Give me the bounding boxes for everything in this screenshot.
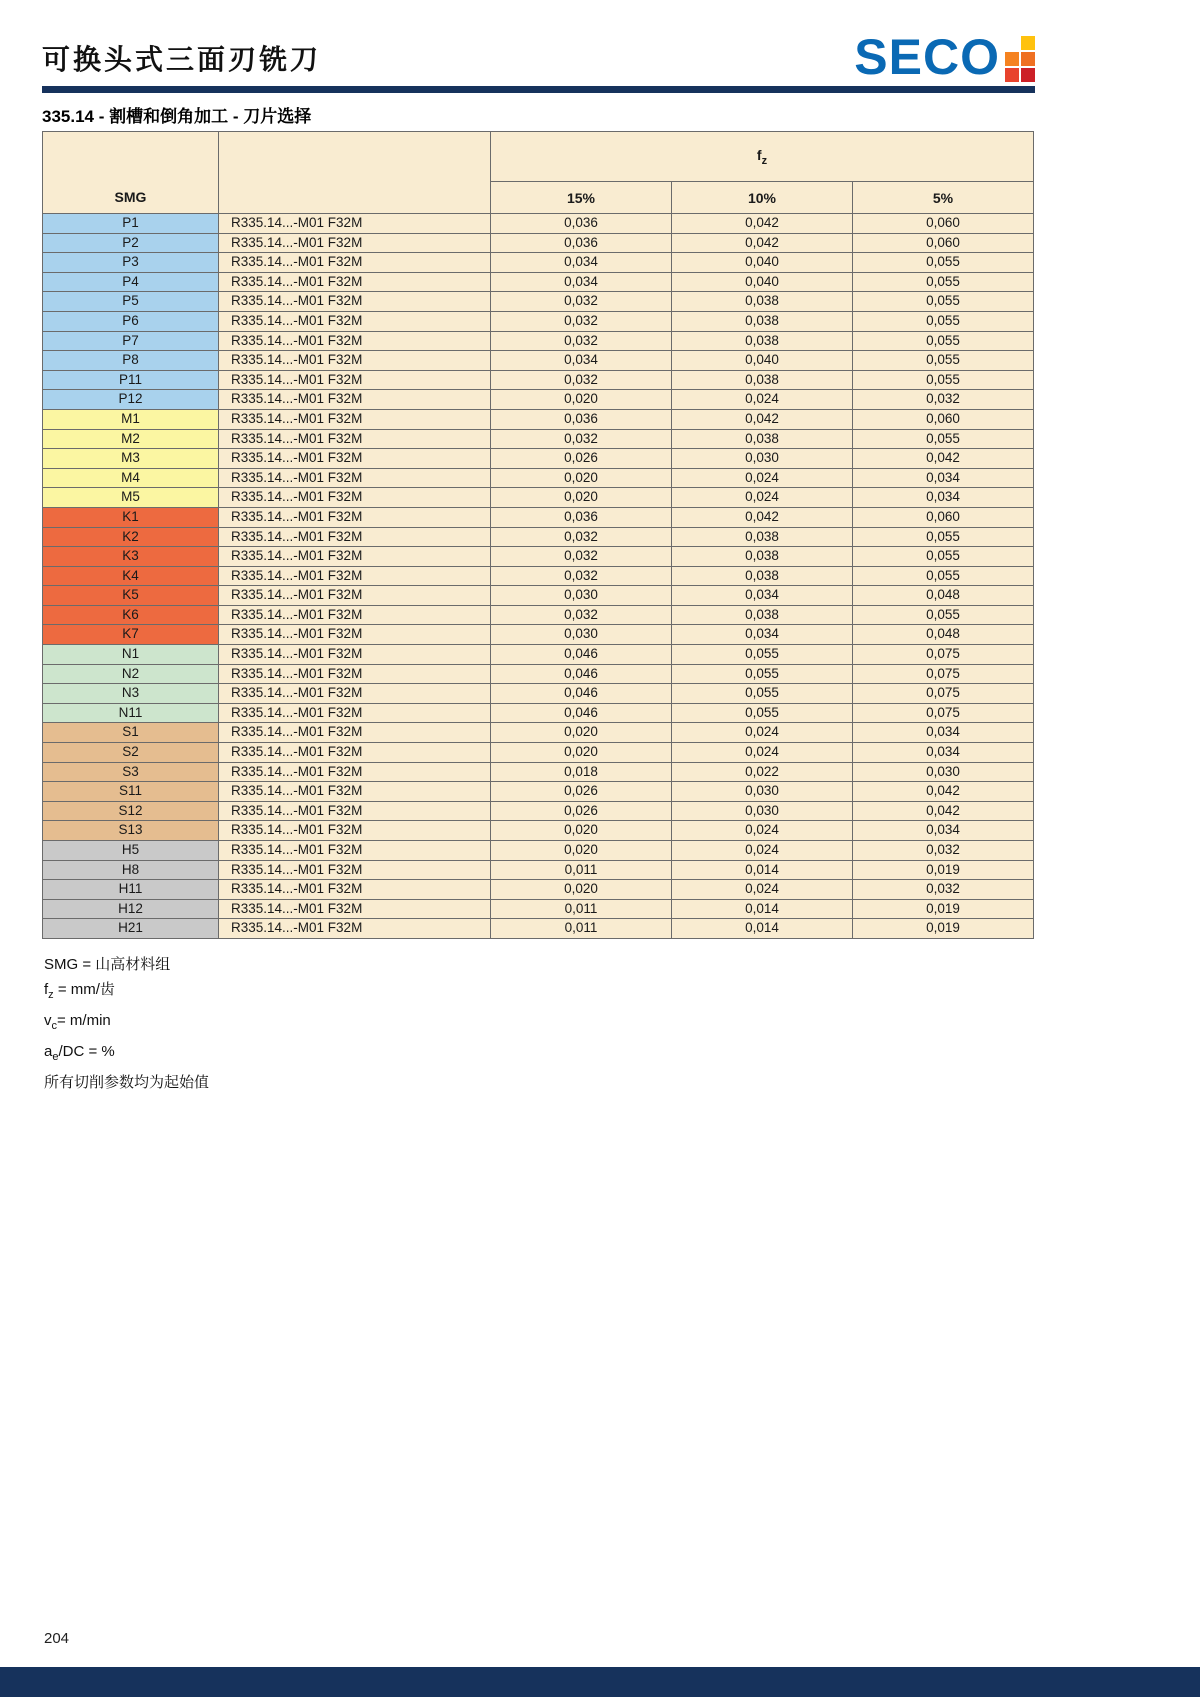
seco-mark-square	[1005, 52, 1019, 66]
pct-header-15: 15%	[491, 182, 672, 214]
table-row	[43, 409, 1034, 429]
fz-value-cell: 0,055	[853, 429, 1034, 449]
insert-selection-table	[42, 131, 1034, 939]
fz-value-cell: 0,024	[672, 390, 853, 410]
smg-cell: M2	[43, 429, 219, 449]
fz-value-cell: 0,034	[853, 468, 1034, 488]
fz-value-cell: 0,038	[672, 527, 853, 547]
seco-mark-square	[1021, 52, 1035, 66]
fz-value-cell: 0,014	[672, 899, 853, 919]
smg-cell: P8	[43, 351, 219, 371]
designation-cell: R335.14...-M01 F32M	[219, 703, 491, 723]
section-title: 335.14 - 割槽和倒角加工 - 刀片选择	[42, 107, 312, 126]
table-row	[43, 488, 1034, 508]
footnote-line: 所有切削参数均为起始值	[44, 1074, 210, 1091]
fz-value-cell: 0,034	[672, 586, 853, 606]
smg-cell: H11	[43, 880, 219, 900]
designation-cell: R335.14...-M01 F32M	[219, 311, 491, 331]
fz-value-cell: 0,046	[491, 645, 672, 665]
smg-cell: P6	[43, 311, 219, 331]
table-row	[43, 664, 1034, 684]
smg-cell: P1	[43, 214, 219, 234]
fz-value-cell: 0,024	[672, 841, 853, 861]
fz-value-cell: 0,060	[853, 214, 1034, 234]
fz-value-cell: 0,024	[672, 488, 853, 508]
fz-value-cell: 0,038	[672, 370, 853, 390]
fz-value-cell: 0,042	[853, 449, 1034, 469]
fz-value-cell: 0,020	[491, 841, 672, 861]
designation-cell: R335.14...-M01 F32M	[219, 253, 491, 273]
designation-cell: R335.14...-M01 F32M	[219, 429, 491, 449]
fz-value-cell: 0,042	[853, 801, 1034, 821]
fz-value-cell: 0,032	[491, 429, 672, 449]
table-row	[43, 253, 1034, 273]
smg-cell: S1	[43, 723, 219, 743]
fz-value-cell: 0,032	[491, 370, 672, 390]
fz-value-cell: 0,024	[672, 880, 853, 900]
fz-header	[491, 132, 1034, 182]
fz-value-cell: 0,060	[853, 233, 1034, 253]
designation-cell: R335.14...-M01 F32M	[219, 566, 491, 586]
smg-cell: H5	[43, 841, 219, 861]
smg-cell: P11	[43, 370, 219, 390]
table-row	[43, 214, 1034, 234]
fz-value-cell: 0,046	[491, 703, 672, 723]
designation-cell: R335.14...-M01 F32M	[219, 272, 491, 292]
fz-value-cell: 0,030	[853, 762, 1034, 782]
fz-value-cell: 0,042	[672, 409, 853, 429]
smg-cell: N1	[43, 645, 219, 665]
fz-value-cell: 0,034	[853, 821, 1034, 841]
designation-cell: R335.14...-M01 F32M	[219, 390, 491, 410]
smg-cell: S13	[43, 821, 219, 841]
fz-value-cell: 0,055	[853, 566, 1034, 586]
fz-value-cell: 0,034	[853, 743, 1034, 763]
fz-value-cell: 0,038	[672, 429, 853, 449]
footnote-line: $a_e/DC$ = %	[44, 1043, 115, 1063]
fz-value-cell: 0,014	[672, 919, 853, 939]
designation-cell: R335.14...-M01 F32M	[219, 370, 491, 390]
smg-cell: P3	[43, 253, 219, 273]
smg-cell: P7	[43, 331, 219, 351]
fz-value-cell: 0,046	[491, 684, 672, 704]
fz-value-cell: 0,048	[853, 625, 1034, 645]
designation-cell: R335.14...-M01 F32M	[219, 860, 491, 880]
smg-cell: S2	[43, 743, 219, 763]
designation-cell: R335.14...-M01 F32M	[219, 723, 491, 743]
designation-cell: R335.14...-M01 F32M	[219, 507, 491, 527]
fz-value-cell: 0,036	[491, 507, 672, 527]
fz-value-cell: 0,026	[491, 449, 672, 469]
fz-value-cell: 0,032	[491, 566, 672, 586]
table-row	[43, 547, 1034, 567]
table-row	[43, 507, 1034, 527]
table-row	[43, 703, 1034, 723]
smg-cell: P5	[43, 292, 219, 312]
designation-cell: R335.14...-M01 F32M	[219, 214, 491, 234]
fz-value-cell: 0,038	[672, 331, 853, 351]
seco-wordmark: SECO	[854, 29, 1000, 85]
table-row	[43, 625, 1034, 645]
table-row	[43, 370, 1034, 390]
designation-cell: R335.14...-M01 F32M	[219, 605, 491, 625]
fz-value-cell: 0,032	[491, 311, 672, 331]
fz-value-cell: 0,048	[853, 586, 1034, 606]
fz-value-cell: 0,075	[853, 684, 1034, 704]
fz-value-cell: 0,034	[491, 253, 672, 273]
table-row	[43, 841, 1034, 861]
fz-value-cell: 0,034	[491, 351, 672, 371]
fz-value-cell: 0,032	[491, 331, 672, 351]
fz-value-cell: 0,032	[491, 292, 672, 312]
seco-mark-icon	[1005, 36, 1035, 82]
fz-value-cell: 0,055	[853, 272, 1034, 292]
fz-value-cell: 0,038	[672, 566, 853, 586]
fz-value-cell: 0,026	[491, 782, 672, 802]
fz-value-cell: 0,030	[491, 625, 672, 645]
page-title: 可换头式三面刃铣刀	[42, 45, 322, 76]
fz-value-cell: 0,036	[491, 214, 672, 234]
designation-cell: R335.14...-M01 F32M	[219, 645, 491, 665]
fz-value-cell: 0,055	[853, 605, 1034, 625]
page-number: 204	[44, 1630, 70, 1647]
table-row	[43, 586, 1034, 606]
smg-column-header: SMG	[43, 132, 219, 214]
seco-mark-square	[1021, 68, 1035, 82]
fz-value-cell: 0,055	[672, 664, 853, 684]
smg-cell: S12	[43, 801, 219, 821]
smg-cell: H21	[43, 919, 219, 939]
smg-cell: K1	[43, 507, 219, 527]
fz-value-cell: 0,034	[853, 488, 1034, 508]
designation-cell: R335.14...-M01 F32M	[219, 821, 491, 841]
smg-cell: N3	[43, 684, 219, 704]
fz-value-cell: 0,022	[672, 762, 853, 782]
designation-cell: R335.14...-M01 F32M	[219, 801, 491, 821]
designation-cell: R335.14...-M01 F32M	[219, 449, 491, 469]
designation-cell: R335.14...-M01 F32M	[219, 919, 491, 939]
fz-value-cell: 0,020	[491, 743, 672, 763]
designation-cell: R335.14...-M01 F32M	[219, 782, 491, 802]
fz-value-cell: 0,030	[672, 782, 853, 802]
table-row	[43, 860, 1034, 880]
table-row	[43, 566, 1034, 586]
fz-value-cell: 0,040	[672, 253, 853, 273]
pct-header-5: 5%	[853, 182, 1034, 214]
table-row	[43, 782, 1034, 802]
fz-value-cell: 0,011	[491, 899, 672, 919]
designation-cell: R335.14...-M01 F32M	[219, 880, 491, 900]
fz-value-cell: 0,026	[491, 801, 672, 821]
table-row	[43, 743, 1034, 763]
fz-value-cell: 0,060	[853, 409, 1034, 429]
footnote-line: SMG = 山高材料组	[44, 956, 171, 973]
smg-cell: M4	[43, 468, 219, 488]
fz-value-cell: 0,055	[853, 331, 1034, 351]
designation-cell: R335.14...-M01 F32M	[219, 743, 491, 763]
fz-value-cell: 0,034	[491, 272, 672, 292]
fz-value-cell: 0,055	[853, 370, 1034, 390]
smg-cell: S3	[43, 762, 219, 782]
fz-value-cell: 0,032	[491, 605, 672, 625]
table-row	[43, 527, 1034, 547]
fz-value-cell: 0,014	[672, 860, 853, 880]
fz-subscript: z	[761, 154, 768, 167]
table-row	[43, 645, 1034, 665]
fz-value-cell: 0,020	[491, 723, 672, 743]
fz-value-cell: 0,060	[853, 507, 1034, 527]
designation-cell: R335.14...-M01 F32M	[219, 586, 491, 606]
fz-value-cell: 0,055	[672, 703, 853, 723]
fz-value-cell: 0,011	[491, 919, 672, 939]
designation-cell: R335.14...-M01 F32M	[219, 899, 491, 919]
fz-value-cell: 0,019	[853, 860, 1034, 880]
fz-value-cell: 0,042	[853, 782, 1034, 802]
fz-value-cell: 0,055	[853, 547, 1034, 567]
designation-cell: R335.14...-M01 F32M	[219, 762, 491, 782]
fz-value-cell: 0,034	[672, 625, 853, 645]
fz-value-cell: 0,019	[853, 899, 1034, 919]
fz-value-cell: 0,024	[672, 468, 853, 488]
fz-value-cell: 0,030	[672, 801, 853, 821]
smg-cell: M3	[43, 449, 219, 469]
designation-cell: R335.14...-M01 F32M	[219, 351, 491, 371]
fz-label: f	[756, 146, 762, 163]
footer-bar	[0, 1667, 1200, 1697]
seco-logo	[854, 29, 1035, 85]
designation-cell: R335.14...-M01 F32M	[219, 527, 491, 547]
smg-cell: K7	[43, 625, 219, 645]
fz-value-cell: 0,030	[491, 586, 672, 606]
pct-header-10: 10%	[672, 182, 853, 214]
table-row	[43, 233, 1034, 253]
table-row	[43, 723, 1034, 743]
table-row	[43, 272, 1034, 292]
table-row	[43, 919, 1034, 939]
smg-cell: P12	[43, 390, 219, 410]
fz-value-cell: 0,055	[853, 351, 1034, 371]
table-row	[43, 429, 1034, 449]
table-row	[43, 449, 1034, 469]
footnotes	[44, 952, 209, 1095]
fz-value-cell: 0,032	[491, 527, 672, 547]
smg-cell: K4	[43, 566, 219, 586]
fz-value-cell: 0,055	[672, 645, 853, 665]
seco-mark-square	[1021, 36, 1035, 50]
smg-cell: N2	[43, 664, 219, 684]
smg-cell: S11	[43, 782, 219, 802]
fz-value-cell: 0,075	[853, 703, 1034, 723]
table-row	[43, 821, 1034, 841]
fz-value-cell: 0,020	[491, 488, 672, 508]
smg-cell: P2	[43, 233, 219, 253]
table-row	[43, 311, 1034, 331]
fz-value-cell: 0,024	[672, 821, 853, 841]
fz-value-cell: 0,055	[853, 527, 1034, 547]
fz-value-cell: 0,032	[491, 547, 672, 567]
fz-value-cell: 0,020	[491, 821, 672, 841]
table-row	[43, 684, 1034, 704]
fz-value-cell: 0,019	[853, 919, 1034, 939]
designation-cell: R335.14...-M01 F32M	[219, 625, 491, 645]
smg-cell: K3	[43, 547, 219, 567]
smg-cell: H12	[43, 899, 219, 919]
fz-value-cell: 0,055	[853, 292, 1034, 312]
smg-cell: P4	[43, 272, 219, 292]
table-row	[43, 899, 1034, 919]
fz-value-cell: 0,038	[672, 311, 853, 331]
designation-column-header	[219, 132, 491, 214]
smg-cell: H8	[43, 860, 219, 880]
table-row	[43, 390, 1034, 410]
fz-value-cell: 0,040	[672, 272, 853, 292]
fz-value-cell: 0,036	[491, 409, 672, 429]
designation-cell: R335.14...-M01 F32M	[219, 547, 491, 567]
table-row	[43, 351, 1034, 371]
designation-cell: R335.14...-M01 F32M	[219, 409, 491, 429]
fz-value-cell: 0,075	[853, 664, 1034, 684]
smg-cell: M1	[43, 409, 219, 429]
fz-value-cell: 0,055	[672, 684, 853, 704]
fz-value-cell: 0,024	[672, 743, 853, 763]
fz-value-cell: 0,030	[672, 449, 853, 469]
table-row	[43, 801, 1034, 821]
fz-value-cell: 0,020	[491, 390, 672, 410]
fz-value-cell: 0,046	[491, 664, 672, 684]
fz-value-cell: 0,075	[853, 645, 1034, 665]
fz-value-cell: 0,055	[853, 253, 1034, 273]
smg-cell: K5	[43, 586, 219, 606]
header-rule	[42, 86, 1035, 93]
table-row	[43, 331, 1034, 351]
fz-value-cell: 0,042	[672, 507, 853, 527]
fz-value-cell: 0,032	[853, 880, 1034, 900]
fz-value-cell: 0,020	[491, 468, 672, 488]
table-row	[43, 605, 1034, 625]
table-body	[43, 214, 1034, 939]
designation-cell: R335.14...-M01 F32M	[219, 468, 491, 488]
fz-value-cell: 0,032	[853, 390, 1034, 410]
fz-value-cell: 0,038	[672, 605, 853, 625]
designation-cell: R335.14...-M01 F32M	[219, 331, 491, 351]
fz-value-cell: 0,034	[853, 723, 1034, 743]
table-row	[43, 880, 1034, 900]
designation-cell: R335.14...-M01 F32M	[219, 841, 491, 861]
fz-value-cell: 0,038	[672, 292, 853, 312]
designation-cell: R335.14...-M01 F32M	[219, 233, 491, 253]
fz-value-cell: 0,032	[853, 841, 1034, 861]
fz-value-cell: 0,020	[491, 880, 672, 900]
footnote-line: $v_c= m/\min$	[44, 1012, 111, 1032]
fz-value-cell: 0,011	[491, 860, 672, 880]
designation-cell: R335.14...-M01 F32M	[219, 488, 491, 508]
smg-cell: K6	[43, 605, 219, 625]
fz-value-cell: 0,040	[672, 351, 853, 371]
fz-value-cell: 0,036	[491, 233, 672, 253]
designation-cell: R335.14...-M01 F32M	[219, 684, 491, 704]
table-row	[43, 468, 1034, 488]
table-header	[43, 132, 1034, 214]
designation-cell: R335.14...-M01 F32M	[219, 292, 491, 312]
fz-value-cell: 0,018	[491, 762, 672, 782]
page-header	[42, 26, 1035, 85]
fz-value-cell: 0,024	[672, 723, 853, 743]
smg-cell: K2	[43, 527, 219, 547]
table-row	[43, 292, 1034, 312]
footnote-line: $f_z = mm/$齿	[44, 981, 115, 1001]
fz-value-cell: 0,055	[853, 311, 1034, 331]
table-row	[43, 762, 1034, 782]
fz-value-cell: 0,038	[672, 547, 853, 567]
designation-cell: R335.14...-M01 F32M	[219, 664, 491, 684]
smg-cell: M5	[43, 488, 219, 508]
smg-cell: N11	[43, 703, 219, 723]
fz-value-cell: 0,042	[672, 233, 853, 253]
seco-mark-square	[1005, 68, 1019, 82]
fz-value-cell: 0,042	[672, 214, 853, 234]
